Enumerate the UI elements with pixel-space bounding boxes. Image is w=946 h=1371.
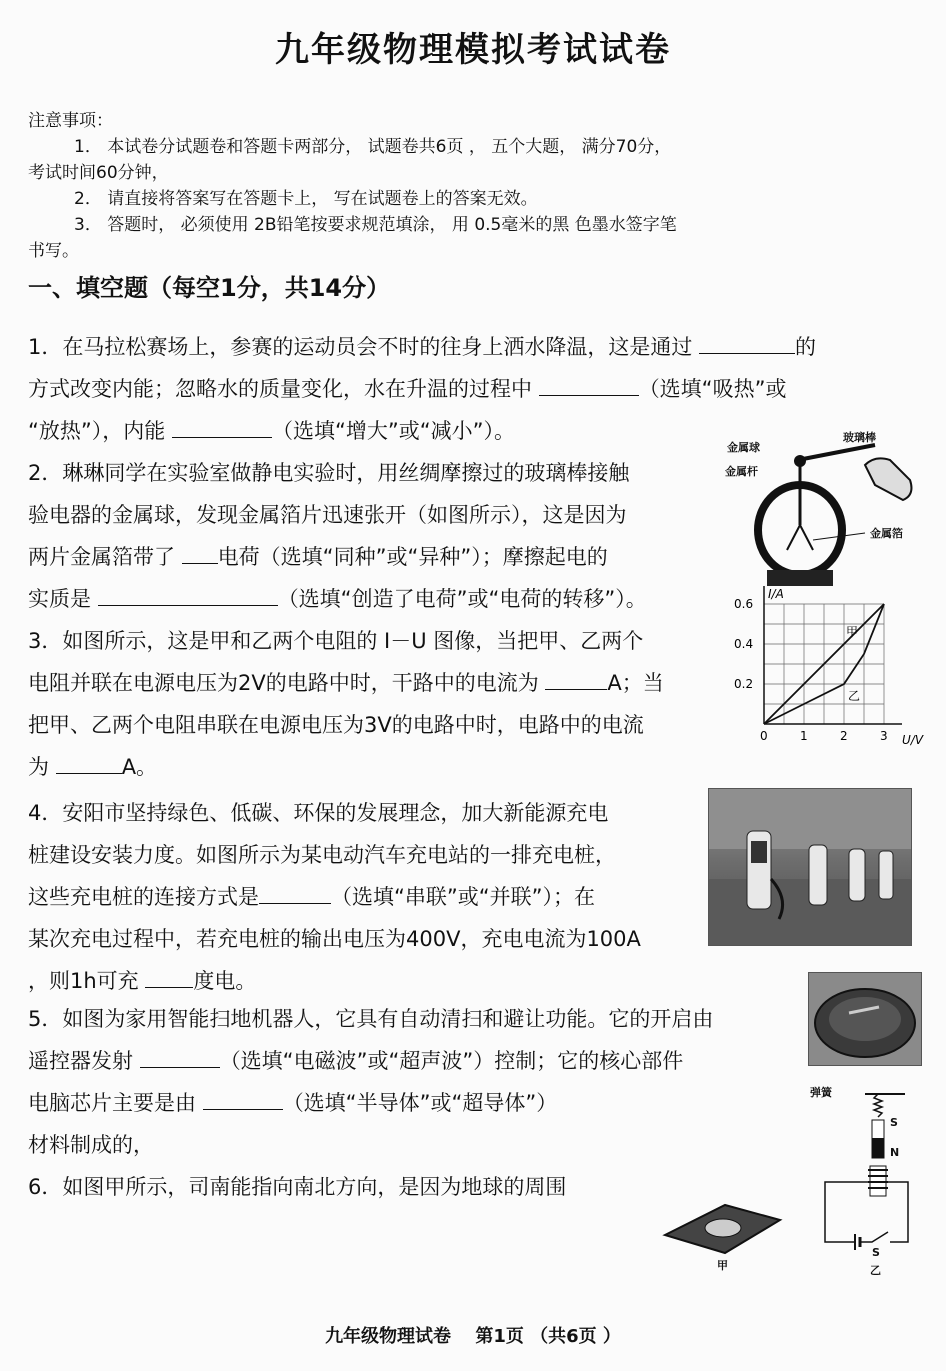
q2-text: （选填“创造了电荷”或“电荷的转移”）。	[277, 587, 647, 611]
sky-area	[709, 789, 911, 849]
x-axis-label: U/V	[902, 733, 924, 747]
q1-text: （选填“吸热”或	[638, 377, 787, 401]
q3-text: 电阻并联在电源电压为2V的电路中时，干路中的电流为	[28, 671, 539, 695]
electromagnet-figure	[810, 1082, 920, 1282]
q4-text: （选填“串联”或“并联”）；在	[331, 885, 596, 909]
q1-text: 的	[795, 335, 817, 359]
sinan-drawing	[655, 1195, 785, 1255]
label-metal-ball: 金属球	[727, 441, 760, 454]
q1-text: 1．在马拉松赛场上，参赛的运动员会不时的往身上洒水降温，这是通过	[28, 335, 693, 359]
series-label: 甲	[846, 625, 859, 639]
metal-foil-left	[787, 525, 800, 550]
robot-vacuum-drawing	[809, 973, 921, 1065]
question-2	[28, 452, 647, 620]
q5-text: （选填“电磁波”或“超声波”）控制；它的核心部件	[219, 1049, 684, 1073]
notes-block	[28, 108, 908, 264]
q6-text: 6．如图甲所示，司南能指向南北方向，是因为地球的周围	[28, 1175, 567, 1199]
x-tick-label: 3	[880, 729, 888, 743]
y-tick-label: 0.6	[734, 597, 754, 611]
q5-text: 材料制成的，	[28, 1133, 154, 1157]
q3-text: 为	[28, 755, 49, 779]
magnet-n-half	[872, 1138, 884, 1158]
answer-blank[interactable]	[259, 881, 331, 904]
answer-blank[interactable]	[539, 373, 639, 396]
y-tick-label: 0.4	[734, 637, 754, 651]
q1-text: “放热”），内能	[28, 419, 166, 443]
circuit-wire	[825, 1182, 870, 1242]
q4-text: 4．安阳市坚持绿色、低碳、环保的发展理念，加大新能源充电	[28, 801, 609, 825]
label-yi: 乙	[870, 1264, 881, 1277]
label-glass-rod: 玻璃棒	[843, 431, 876, 444]
label-jia: 甲	[717, 1259, 728, 1272]
electroscope-figure	[725, 425, 925, 590]
answer-blank[interactable]	[172, 415, 272, 438]
q3-text: 3．如图所示，这是甲和乙两个电阻的 I－U 图像，当把甲、乙两个	[28, 629, 644, 653]
charger-post	[849, 849, 865, 901]
q2-text: 电荷（选填“同种”或“异种”）；摩擦起电的	[217, 545, 608, 569]
q2-text: 2．琳琳同学在实验室做静电实验时，用丝绸摩擦过的玻璃棒接触	[28, 461, 630, 485]
q4-text: ，则1h可充	[28, 969, 139, 993]
switch-lever	[860, 1232, 888, 1242]
series-label: 乙	[848, 689, 861, 703]
note-1-cont: 考试时间60分钟，	[28, 163, 169, 183]
x-tick-label: 0	[760, 729, 768, 743]
q2-text: 两片金属箔带了	[28, 545, 175, 569]
hand-shape	[865, 458, 911, 500]
question-3	[28, 620, 664, 788]
charging-station-photo	[708, 788, 912, 946]
charging-station-drawing	[709, 789, 911, 945]
answer-blank[interactable]	[699, 331, 795, 354]
q4-text: 这些充电桩的连接方式是	[28, 885, 259, 909]
answer-blank[interactable]	[56, 751, 122, 774]
q2-text: 实质是	[28, 587, 91, 611]
circuit-wire	[886, 1182, 908, 1242]
label-metal-rod: 金属杆	[725, 465, 758, 478]
q4-text: 桩建设安装力度。如图所示为某电动汽车充电站的一排充电桩，	[28, 843, 616, 867]
question-5	[28, 998, 713, 1166]
sinan-spoon	[705, 1219, 741, 1237]
note-3-cont: 书写。	[28, 241, 79, 261]
x-tick-label: 1	[800, 729, 808, 743]
answer-blank[interactable]	[145, 965, 193, 988]
q5-text: 5．如图为家用智能扫地机器人，它具有自动清扫和避让功能。它的开启由	[28, 1007, 714, 1031]
label-pole-n: N	[890, 1146, 900, 1159]
q5-text: 电脑芯片主要是由	[28, 1091, 196, 1115]
spring-shape	[874, 1094, 882, 1117]
charger-screen	[751, 841, 767, 863]
page-footer: 九年级物理试卷 第1页 （共6页 ）	[325, 1326, 621, 1347]
charger-post	[809, 845, 827, 905]
label-metal-foil: 金属箔	[870, 527, 903, 540]
metal-foil-right	[800, 525, 813, 550]
electromagnet-drawing	[810, 1082, 920, 1272]
q3-text: A。	[121, 755, 158, 779]
iu-chart-svg	[732, 584, 937, 754]
label-spring: 弹簧	[810, 1086, 832, 1099]
page-title: 九年级物理模拟考试试卷	[275, 30, 671, 70]
answer-blank[interactable]	[98, 583, 278, 606]
q2-text: 验电器的金属球，发现金属箔片迅速张开（如图所示），这是因为	[28, 503, 627, 527]
robot-vacuum-photo	[808, 972, 922, 1066]
q5-text: （选填“半导体”或“超导体”）	[282, 1091, 558, 1115]
answer-blank[interactable]	[140, 1045, 220, 1068]
label-pole-s: S	[890, 1116, 898, 1129]
q1-text: 方式改变内能；忽略水的质量变化，水在升温的过程中	[28, 377, 532, 401]
notes-heading: 注意事项：	[28, 111, 113, 131]
note-1: 1． 本试卷分试题卷和答题卡两部分， 试题卷共6页 ， 五个大题， 满分70分，	[74, 137, 672, 157]
answer-blank[interactable]	[545, 667, 607, 690]
answer-blank[interactable]	[182, 541, 218, 564]
label-switch-s: S	[872, 1246, 880, 1259]
q1-text: （选填“增大”或“减小”）。	[271, 419, 515, 443]
q5-text: 遥控器发射	[28, 1049, 133, 1073]
glass-rod	[803, 445, 875, 459]
q4-text: 某次充电过程中，若充电桩的输出电压为400V，充电电流为100A	[28, 927, 641, 951]
sinan-figure	[655, 1195, 785, 1275]
charger-post	[879, 851, 893, 899]
iu-chart	[732, 584, 937, 754]
x-tick-label: 2	[840, 729, 848, 743]
note-2: 2． 请直接将答案写在答题卡上， 写在试题卷上的答案无效。	[74, 189, 538, 209]
y-axis-label: I/A	[768, 587, 784, 601]
vacuum-top	[829, 997, 901, 1041]
y-tick-label: 0.2	[734, 677, 754, 691]
q4-text: 度电。	[193, 969, 257, 993]
question-1	[28, 326, 816, 452]
q3-text: 把甲、乙两个电阻串联在电源电压为3V的电路中时，电路中的电流	[28, 713, 644, 737]
question-6	[28, 1166, 566, 1208]
answer-blank[interactable]	[203, 1087, 283, 1110]
section-heading: 一、填空题（每空1分，共14分）	[28, 274, 391, 302]
note-3: 3． 答题时， 必须使用 2B铅笔按要求规范填涂， 用 0.5毫米的黑 色墨水签字笔	[74, 215, 677, 235]
question-4	[28, 792, 641, 1002]
q3-text: A；当	[607, 671, 664, 695]
